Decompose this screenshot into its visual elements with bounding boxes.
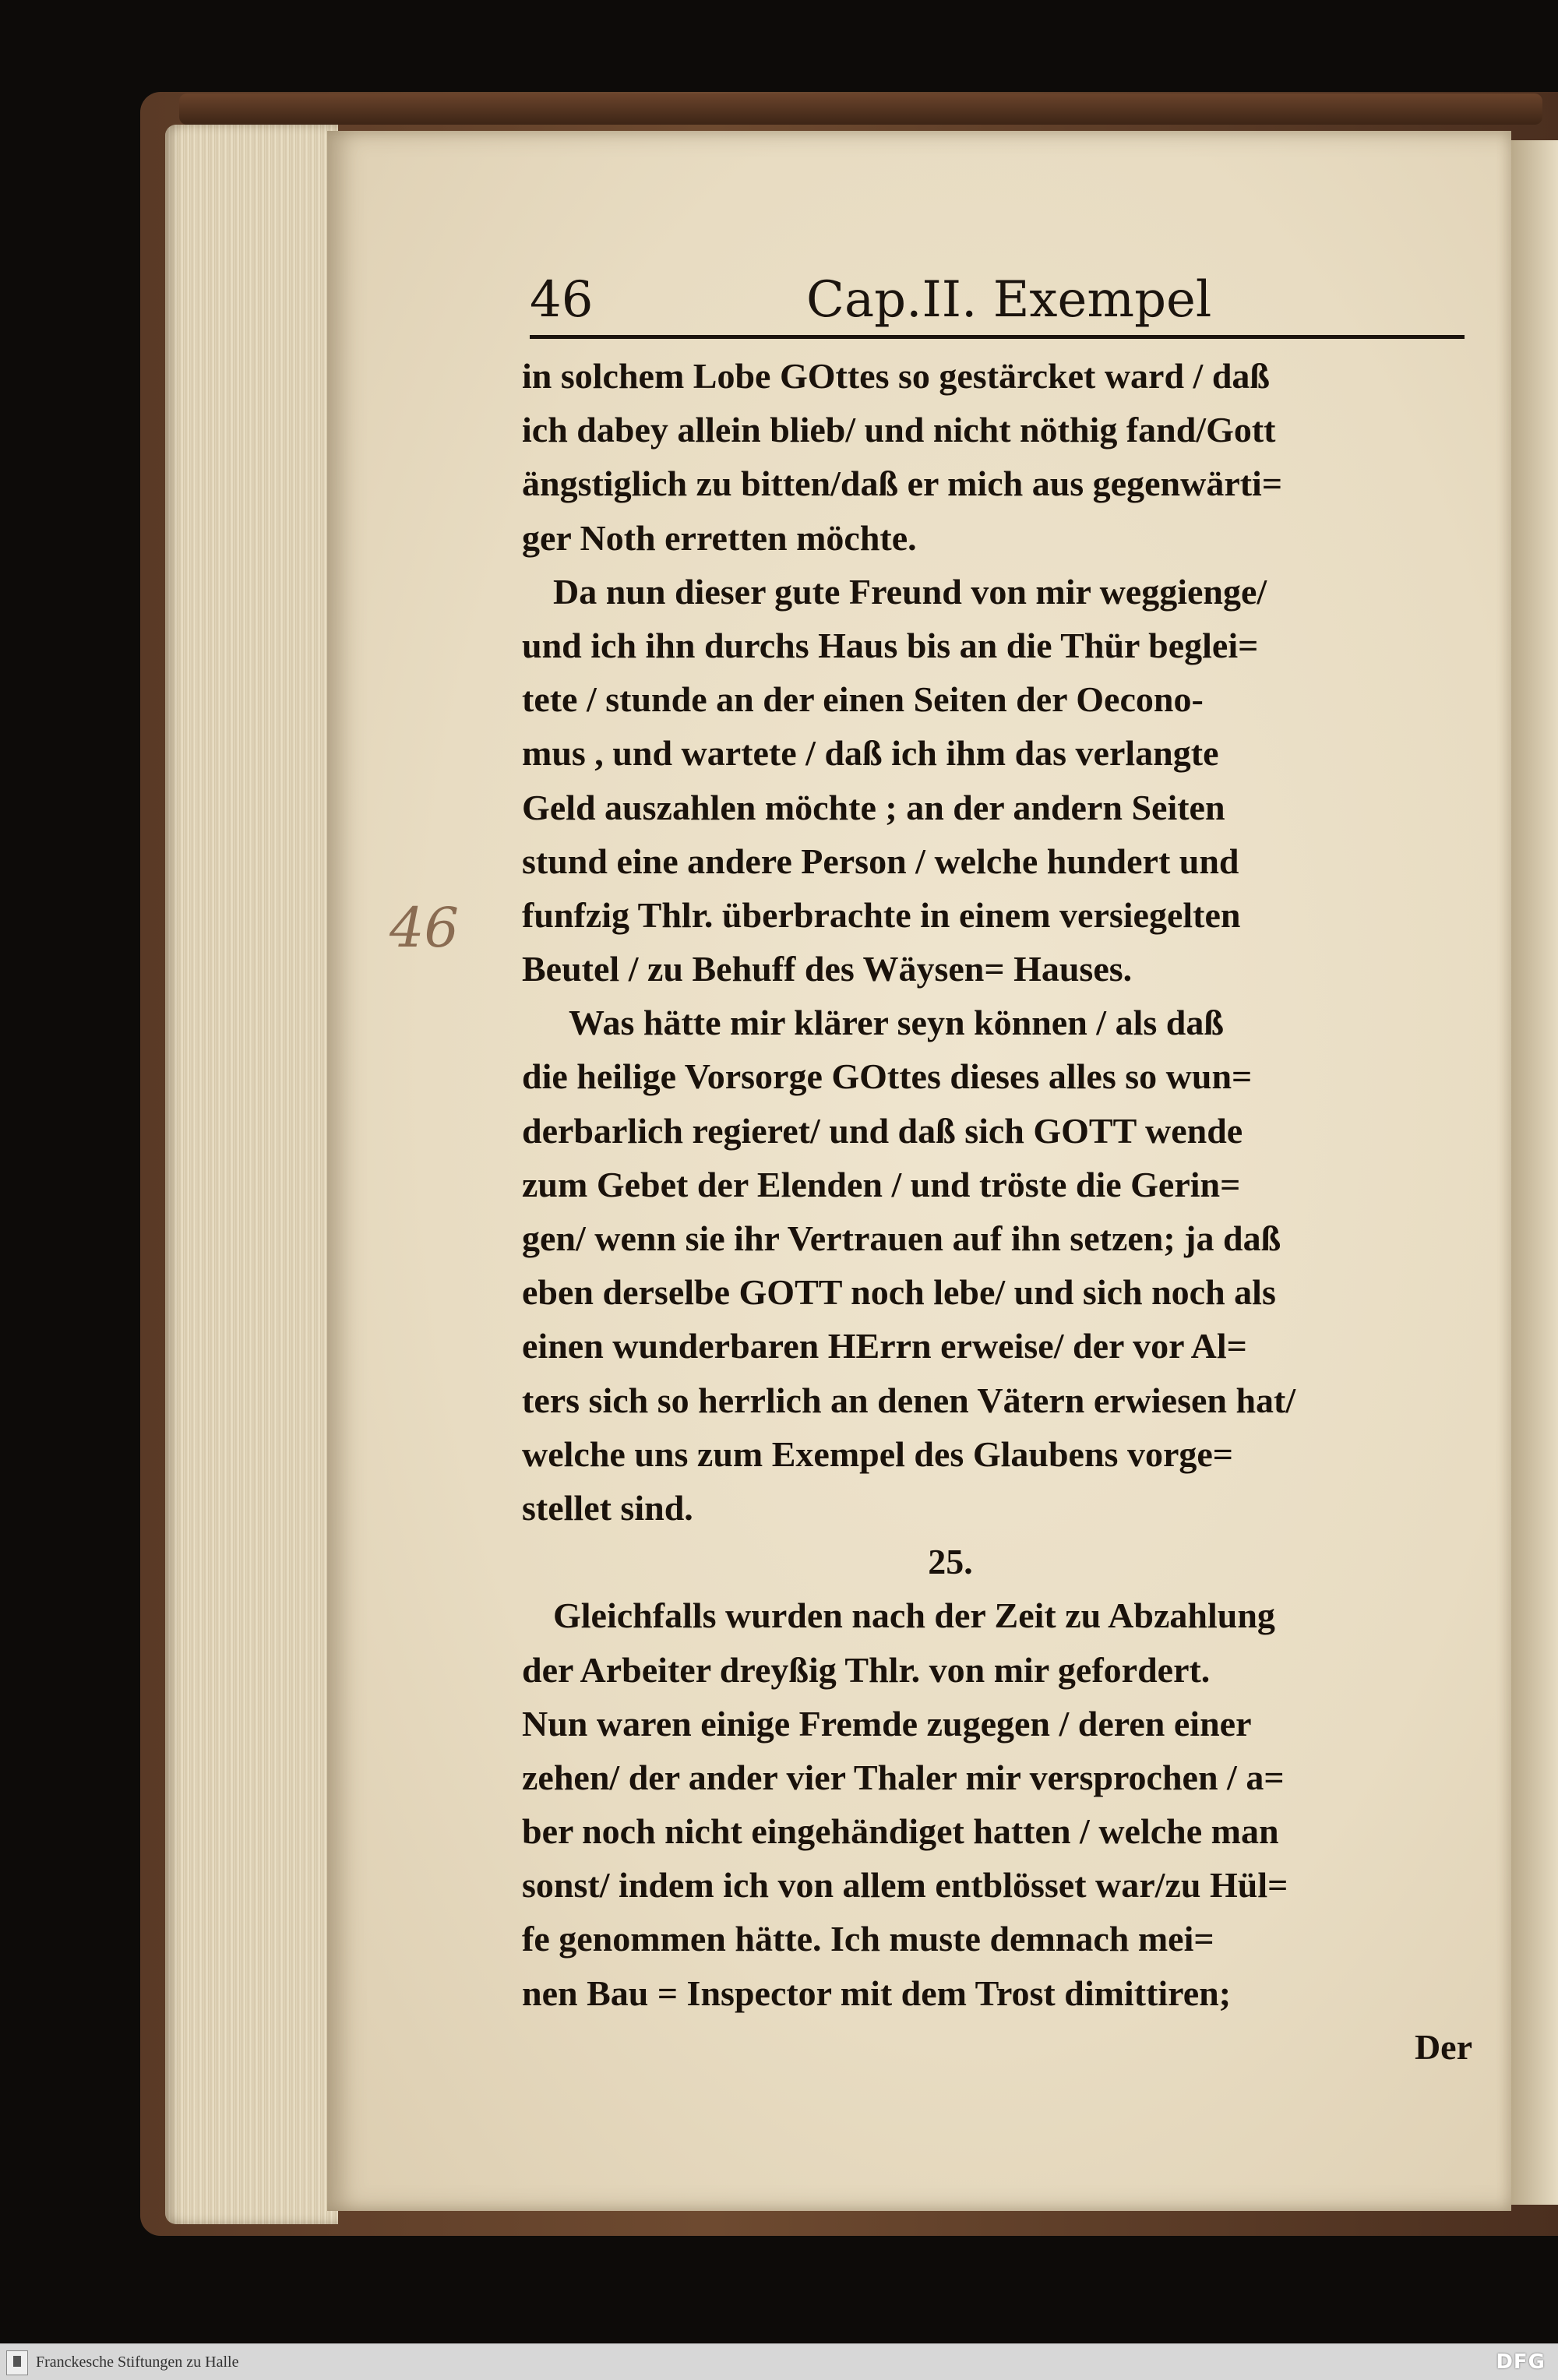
text-line: die heilige Vorsorge GOttes dieses alles so wun= [522,1056,1253,1097]
text-line: stund eine andere Person / welche hundert und [522,841,1239,881]
text-line: ber noch nicht eingehändiget hatten / welche man [522,1811,1279,1852]
header-rule [530,335,1465,339]
text-line: nen Bau = Inspector mit dem Trost dimittiren; [522,1973,1232,2013]
handwritten-margin-note: 46 [390,896,460,960]
text-line: sonst/ indem ich von allem entblösset war/zu Hül= [522,1865,1288,1906]
text-line: tete / stunde an der einen Seiten der Oecono- [522,679,1204,720]
institution-logo-icon [6,2350,28,2375]
page-number: 46 [530,271,594,329]
text-line: Nun waren einige Fremde zugegen / deren einer [522,1703,1252,1744]
book-cover-top [179,93,1542,125]
viewer-footer [0,2343,1558,2380]
facing-page-edge [1511,140,1558,2205]
text-line: zum Gebet der Elenden / und tröste die Gerin= [522,1164,1241,1204]
text-line: Geld auszahlen möchte ; an der andern Seiten [522,787,1225,827]
text-line: einen wunderbaren HErrn erweise/ der vor Al= [522,1326,1247,1366]
catchword: Der [1414,2026,1472,2067]
text-line: funfzig Thlr. überbrachte in einem versiegelten [522,894,1241,935]
text-line: Was hätte mir klärer seyn können / als daß [569,1003,1224,1043]
text-line: ich dabey allein blieb/ und nicht nöthig fand/Gott [522,410,1276,450]
text-line: in solchem Lobe GOttes so gestärcket ward / daß [522,356,1271,396]
text-line: der Arbeiter dreyßig Thlr. von mir gefordert. [522,1649,1211,1690]
body-text [522,349,1472,2074]
running-head: Cap.II. Exempel [806,271,1212,329]
text-line: ängstiglich zu bitten/daß er mich aus gegenwärti= [522,464,1283,504]
page-header [530,265,1465,337]
text-line: Da nun dieser gute Freund von mir weggienge/ [553,571,1267,612]
text-line: Beutel / zu Behuff des Wäysen= Hauses. [522,949,1133,989]
text-line: fe genommen hätte. Ich muste demnach mei= [522,1919,1214,1959]
text-line: zehen/ der ander vier Thaler mir versprochen / a= [522,1757,1285,1797]
dfg-logo: DFG [1496,2350,1546,2374]
text-line: ters sich so herrlich an denen Vätern erwiesen hat/ [522,1380,1296,1420]
text-line: und ich ihn durchs Haus bis an die Thür beglei= [522,625,1259,665]
text-line: welche uns zum Exempel des Glaubens vorge= [522,1433,1233,1474]
section-number: 25. [928,1542,973,1582]
text-line: derbarlich regieret/ und daß sich GOTT wende [522,1110,1243,1151]
text-line: eben derselbe GOTT noch lebe/ und sich noch als [522,1272,1276,1313]
text-line: mus , und wartete / daß ich ihm das verlangte [522,733,1219,774]
text-line: gen/ wenn sie ihr Vertrauen auf ihn setzen; ja daß [522,1218,1281,1258]
page-edges [165,125,338,2224]
text-line: Gleichfalls wurden nach der Zeit zu Abzahlung [553,1595,1275,1636]
institution-name: Franckesche Stiftungen zu Halle [36,2354,239,2371]
text-line: ger Noth erretten möchte. [522,517,917,558]
text-line: stellet sind. [522,1487,693,1528]
